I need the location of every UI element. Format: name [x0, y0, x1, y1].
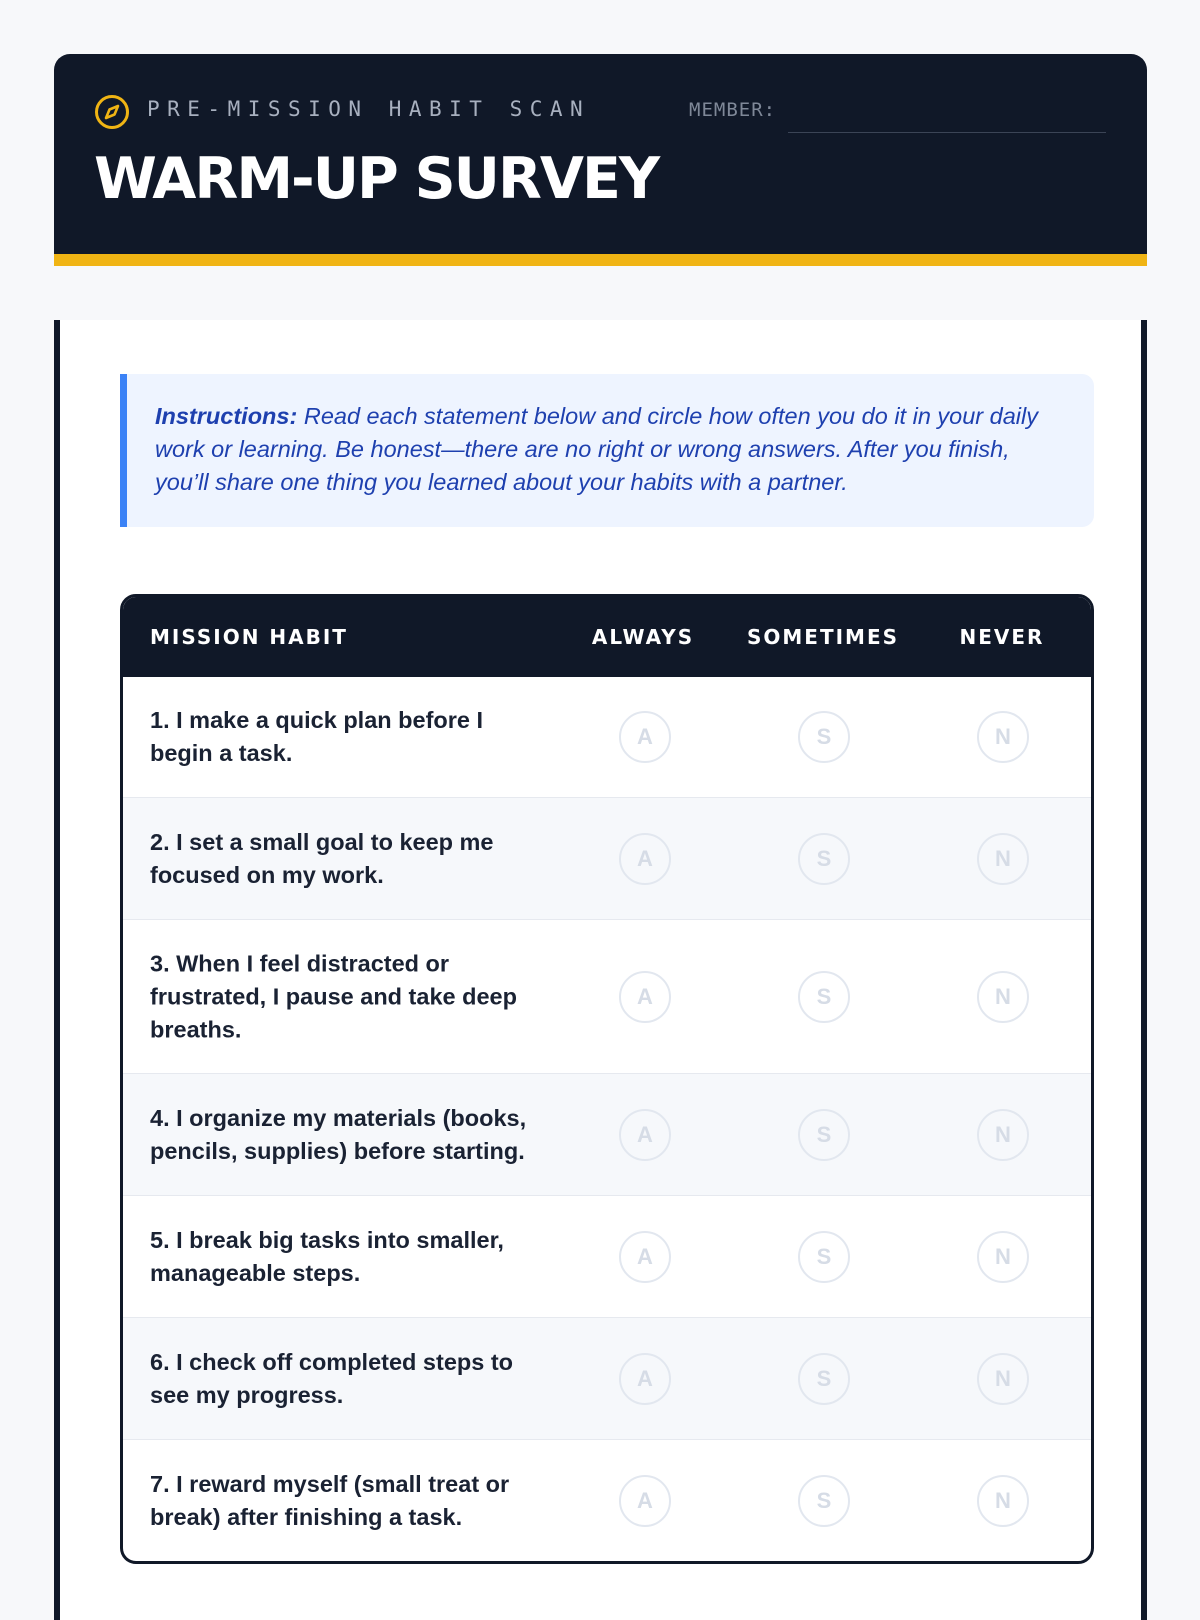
table-row	[123, 919, 1091, 1073]
instructions-text: Read each statement below and circle how often you do it in your daily work or learning. Be honest—there are no right or wrong answers. After you finish, you’ll share one thing you learned about your habits with a partner.	[155, 403, 1038, 495]
habit-statement: 4. I organize my materials (books, pencils, supplies) before starting.	[150, 1104, 527, 1164]
choice-never[interactable]: N	[977, 1353, 1029, 1405]
choice-sometimes[interactable]: S	[798, 1353, 850, 1405]
choice-sometimes[interactable]: S	[798, 971, 850, 1023]
table-row	[123, 1195, 1091, 1317]
choice-sometimes[interactable]: S	[798, 1231, 850, 1283]
habit-statement: 2. I set a small goal to keep me focused on my work.	[150, 828, 494, 888]
survey-header	[54, 54, 1147, 254]
choice-sometimes[interactable]: S	[798, 711, 850, 763]
choice-always[interactable]: A	[619, 711, 671, 763]
header-eyebrow: PRE-MISSION HABIT SCAN	[147, 97, 591, 121]
member-label: MEMBER:	[689, 99, 777, 121]
choice-never[interactable]: N	[977, 711, 1029, 763]
habit-statement: 7. I reward myself (small treat or break) after finishing a task.	[150, 1470, 510, 1530]
choice-never[interactable]: N	[977, 833, 1029, 885]
table-header	[123, 597, 1091, 677]
table-row	[123, 1317, 1091, 1439]
instructions-box	[120, 374, 1094, 527]
habit-statement: 5. I break big tasks into smaller, manageable steps.	[150, 1226, 504, 1286]
habit-statement: 3. When I feel distracted or frustrated, I pause and take deep breaths.	[150, 950, 517, 1042]
habit-table	[120, 594, 1094, 1564]
column-header-habit: MISSION HABIT	[150, 625, 348, 649]
choice-sometimes[interactable]: S	[798, 833, 850, 885]
choice-always[interactable]: A	[619, 1231, 671, 1283]
compass-icon	[94, 94, 130, 130]
choice-never[interactable]: N	[977, 1109, 1029, 1161]
page-title: WARM-UP SURVEY	[94, 146, 659, 212]
column-header-always: ALWAYS	[591, 625, 695, 649]
table-row	[123, 797, 1091, 919]
header-accent-bar	[54, 254, 1147, 266]
column-header-never: NEVER	[959, 625, 1045, 649]
choice-always[interactable]: A	[619, 833, 671, 885]
choice-sometimes[interactable]: S	[798, 1109, 850, 1161]
choice-always[interactable]: A	[619, 971, 671, 1023]
habit-statement: 6. I check off completed steps to see my progress.	[150, 1348, 514, 1408]
table-row	[123, 1439, 1091, 1561]
choice-always[interactable]: A	[619, 1475, 671, 1527]
habit-statement: 1. I make a quick plan before I begin a task.	[150, 707, 484, 766]
table-row	[123, 1073, 1091, 1195]
choice-never[interactable]: N	[977, 971, 1029, 1023]
column-header-sometimes: SOMETIMES	[746, 625, 900, 649]
table-row	[123, 677, 1091, 797]
survey-card	[54, 320, 1147, 1620]
choice-always[interactable]: A	[619, 1109, 671, 1161]
choice-never[interactable]: N	[977, 1231, 1029, 1283]
choice-sometimes[interactable]: S	[798, 1475, 850, 1527]
choice-always[interactable]: A	[619, 1353, 671, 1405]
member-name-field[interactable]	[788, 132, 1106, 133]
choice-never[interactable]: N	[977, 1475, 1029, 1527]
instructions-lead: Instructions:	[155, 403, 298, 429]
